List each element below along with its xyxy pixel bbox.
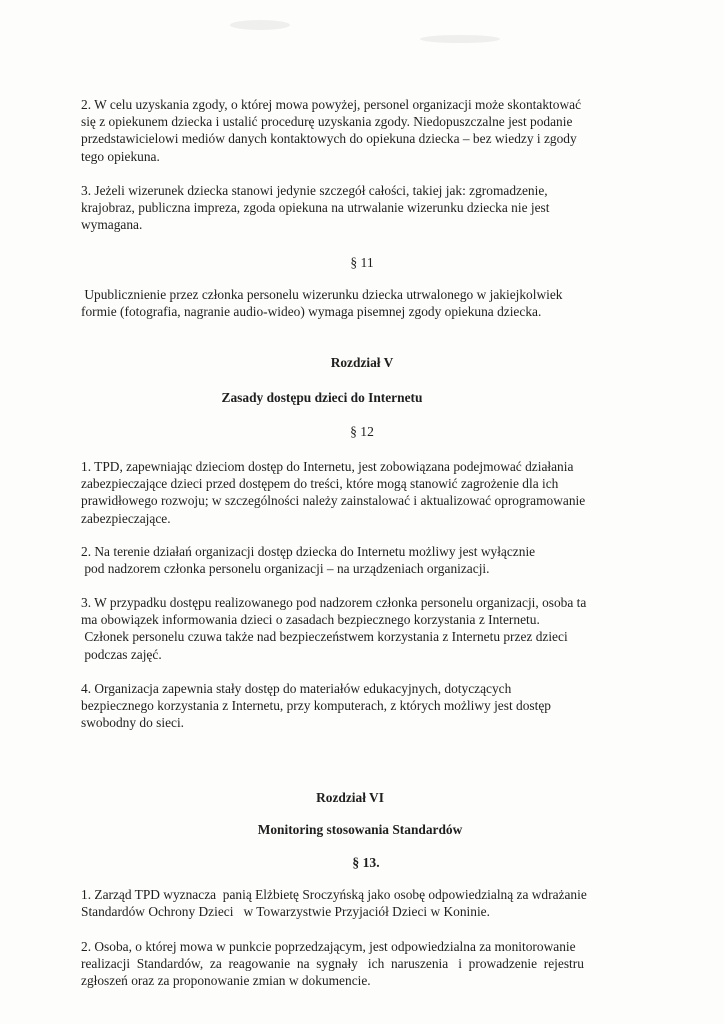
text-line: Członek personelu czuwa także nad bezpieczeństwem korzystania z Internetu przez dzieci <box>81 629 568 645</box>
paragraph-publication-consent <box>81 286 653 320</box>
text-line: 3. Jeżeli wizerunek dziecka stanowi jedynie szczegół całości, takiej jak: zgromadzenie, <box>81 183 548 198</box>
text-line: zgłoszeń oraz za proponowanie zmian w dokumencie. <box>81 973 371 989</box>
text-line: 1. TPD, zapewniając dzieciom dostęp do Internetu, jest zobowiązana podejmować działania <box>81 459 574 474</box>
paragraph-image-detail <box>81 182 653 234</box>
text-line: pod nadzorem członka personelu organizacji – na urządzeniach organizacji. <box>81 561 490 577</box>
chapter-heading-5: Rozdział V <box>330 355 394 370</box>
scan-speck <box>230 20 290 30</box>
chapter-heading-6: Rozdział VI <box>316 790 384 805</box>
section-number-12: § 12 <box>350 424 374 439</box>
text-line: podczas zajęć. <box>81 646 162 662</box>
scan-speck <box>420 35 500 43</box>
text-line: przedstawicielowi mediów danych kontaktowych do opiekuna dziecka – bez wiedzy i zgody <box>81 131 577 147</box>
text-line: tego opiekuna. <box>81 148 160 164</box>
text-line: bezpiecznego korzystania z Internetu, przy komputerach, z których możliwy jest dostęp <box>81 698 551 714</box>
paragraph-internet-protection <box>81 458 653 527</box>
text-line: się z opiekunem dziecka i ustalić procedurę uzyskania zgody. Niedopuszczalne jest podanie <box>81 114 573 130</box>
text-line: zabezpieczające. <box>81 510 171 526</box>
text-line: Standardów Ochrony Dzieci w Towarzystwie Przyjaciół Dzieci w Koninie. <box>81 904 490 920</box>
text-line: 2. W celu uzyskania zgody, o której mowa powyżej, personel organizacji może skontaktować <box>81 97 582 112</box>
text-line: swobodny do sieci. <box>81 715 185 731</box>
text-line: zabezpieczające dzieci przed dostępem do treści, które mogą stanowić zagrożenie dla ich <box>81 476 559 492</box>
paragraph-staff-duties <box>81 594 653 663</box>
text-line: ma obowiązek informowania dzieci o zasadach bezpiecznego korzystania z Internetu. <box>81 612 540 628</box>
paragraph-educational-materials <box>81 680 653 732</box>
text-line: realizacji Standardów, za reagowanie na sygnały ich naruszenia i prowadzenie rejestru <box>81 956 584 972</box>
chapter-title-6: Monitoring stosowania Standardów <box>257 822 463 837</box>
text-line: 2. Osoba, o której mowa w punkcie poprzedzającym, jest odpowiedzialna za monitorowanie <box>81 939 576 954</box>
text-line: wymagana. <box>81 217 143 233</box>
text-line: 3. W przypadku dostępu realizowanego pod nadzorem członka personelu organizacji, osoba ta <box>81 595 587 610</box>
section-number-13: § 13. <box>352 855 380 870</box>
text-line: 2. Na terenie działań organizacji dostęp dziecka do Internetu możliwy jest wyłącznie <box>81 544 536 559</box>
chapter-title-5: Zasady dostępu dzieci do Internetu <box>221 390 423 405</box>
text-line: krajobraz, publiczna impreza, zgoda opiekuna na utrwalanie wizerunku dziecka nie jest <box>81 200 550 216</box>
text-line: formie (fotografia, nagranie audio-wideo) wymaga pisemnej zgody opiekuna dziecka. <box>81 304 542 320</box>
text-line: 1. Zarząd TPD wyznacza panią Elżbietę Sroczyńską jako osobę odpowiedzialną za wdrażanie <box>81 887 587 902</box>
section-number-11: § 11 <box>350 255 374 270</box>
text-line: 4. Organizacja zapewnia stały dostęp do materiałów edukacyjnych, dotyczących <box>81 681 512 696</box>
paragraph-monitoring-duties <box>81 938 653 990</box>
paragraph-supervised-access <box>81 543 653 577</box>
paragraph-consent-contact <box>81 96 653 165</box>
text-line: Upublicznienie przez członka personelu wizerunku dziecka utrwalonego w jakiejkolwiek <box>81 287 563 302</box>
text-line: prawidłowego rozwoju; w szczególności należy zainstalować i aktualizować oprogramowanie <box>81 493 586 509</box>
paragraph-responsible-person <box>81 886 653 920</box>
